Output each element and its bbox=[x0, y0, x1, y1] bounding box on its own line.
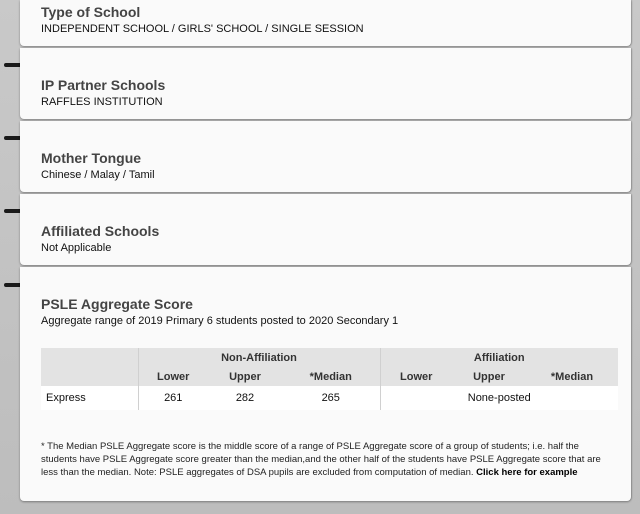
card-value: INDEPENDENT SCHOOL / GIRLS' SCHOOL / SINGLE SESSION bbox=[41, 23, 364, 35]
cell-affiliation-status: None-posted bbox=[380, 386, 618, 410]
column-header-upper: Upper bbox=[229, 370, 261, 383]
table-column-header-row bbox=[41, 367, 618, 386]
cell-na-upper: 282 bbox=[235, 392, 255, 404]
column-header-lower: Lower bbox=[138, 367, 208, 386]
card-title: Mother Tongue bbox=[41, 150, 142, 166]
footnote-text: * The Median PSLE Aggregate score is the middle score of a range of PSLE Aggregate score of a group of students; i.e. half the students have PSLE Aggregate score greater than the median,and the other half of the students have PSLE Aggregate score that are less than the median. Note: PSLE aggregates of DSA pupils are excluded from computation of median. bbox=[41, 441, 601, 478]
row-label: Express bbox=[46, 392, 86, 404]
table-row bbox=[41, 386, 618, 410]
table-header-empty bbox=[41, 367, 138, 386]
column-header-upper: Upper bbox=[473, 370, 505, 383]
card-psle-aggregate-score bbox=[20, 267, 631, 501]
card-title: Type of School bbox=[41, 4, 141, 20]
column-header-median: *Median bbox=[309, 370, 352, 383]
psle-score-table bbox=[41, 348, 618, 410]
column-header-median: *Median bbox=[550, 370, 594, 383]
group-header-non-affiliation: Non-Affiliation bbox=[138, 348, 380, 367]
table-group-header-row bbox=[41, 348, 618, 367]
example-link[interactable]: Click here for example bbox=[476, 467, 578, 478]
psle-subtitle: Aggregate range of 2019 Primary 6 students posted to 2020 Secondary 1 bbox=[41, 315, 399, 327]
median-footnote bbox=[41, 440, 616, 479]
card-value: RAFFLES INSTITUTION bbox=[41, 96, 163, 108]
card-mother-tongue bbox=[20, 121, 631, 192]
group-header-affiliation: Affiliation bbox=[380, 348, 618, 367]
card-title: Affiliated Schools bbox=[41, 223, 160, 239]
card-title: IP Partner Schools bbox=[41, 77, 166, 93]
table-header-empty bbox=[41, 348, 138, 367]
card-affiliated-schools bbox=[20, 194, 631, 265]
card-ip-partner-schools bbox=[20, 48, 631, 119]
cell-na-median: 265 bbox=[321, 392, 340, 404]
column-header-lower: Lower bbox=[380, 367, 452, 386]
psle-title: PSLE Aggregate Score bbox=[41, 296, 193, 312]
card-value: Chinese / Malay / Tamil bbox=[41, 169, 155, 181]
card-value: Not Applicable bbox=[41, 242, 112, 254]
card-type-of-school bbox=[20, 0, 631, 46]
cell-na-lower: 261 bbox=[138, 386, 208, 410]
